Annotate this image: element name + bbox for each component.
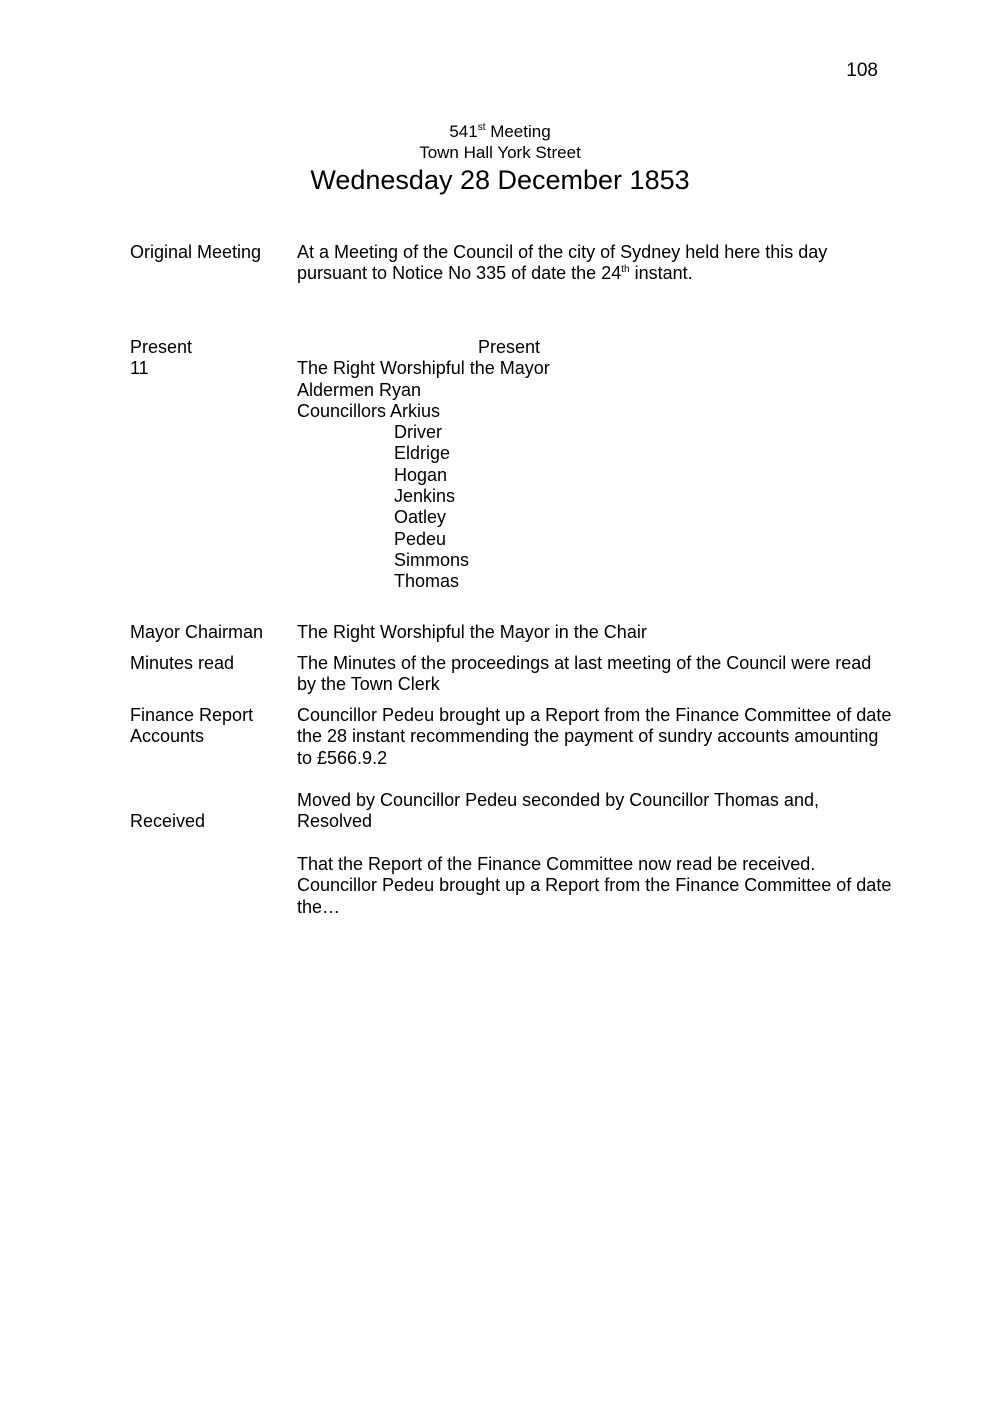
minutes-read-line2: by the Town Clerk <box>297 674 440 695</box>
present-count: 11 <box>130 358 149 379</box>
mayor-chairman-text: The Right Worshipful the Mayor in the Chair <box>297 622 647 642</box>
finance-report-line1: Councillor Pedeu brought up a Report from the Finance Committee of date <box>297 705 892 725</box>
minutes-read-line1: The Minutes of the proceedings at last meeting of the Council were read <box>297 653 872 673</box>
minutes-read-label: Minutes read <box>130 653 235 673</box>
councillor-name: Driver <box>394 422 442 443</box>
received-label: Received <box>130 811 206 832</box>
original-meeting-body <box>297 242 917 285</box>
original-meeting-line2-sup: th <box>621 264 630 276</box>
meeting-date: Wednesday 28 December 1853 <box>310 165 690 195</box>
finance-report-line3: to £566.9.2 <box>297 747 388 768</box>
attendee-aldermen: Aldermen Ryan <box>297 379 422 400</box>
original-meeting-line2 <box>297 263 917 284</box>
councillor-name: Pedeu <box>394 528 447 549</box>
present-title: Present <box>478 337 541 357</box>
meeting-number-line <box>0 121 1000 142</box>
resolution-line2: Councillor Pedeu brought up a Report from the Finance Committee of date <box>297 875 892 896</box>
councillor-name: Eldrige <box>394 443 451 464</box>
councillor-name: Simmons <box>394 549 470 570</box>
councillor-name: Oatley <box>394 507 447 528</box>
attendees-list <box>297 358 917 592</box>
attendee-councillors-first: Councillors Arkius <box>297 400 441 421</box>
received-body <box>297 790 917 833</box>
original-meeting-line2-pre: pursuant to Notice No 335 of date the 24 <box>297 263 622 284</box>
present-label-block <box>130 337 290 380</box>
moved-line: Moved by Councillor Pedeu seconded by Councillor Thomas and, <box>297 790 819 810</box>
councillor-name: Hogan <box>394 464 448 485</box>
meeting-header <box>0 121 1000 197</box>
resolution-line1: That the Report of the Finance Committee now read be received. <box>297 854 816 874</box>
attendee-mayor: The Right Worshipful the Mayor <box>297 358 550 379</box>
finance-report-label-block <box>130 705 290 748</box>
meeting-number-suffix: st <box>477 122 486 133</box>
resolved-line: Resolved <box>297 811 373 832</box>
original-meeting-label: Original Meeting <box>130 242 262 262</box>
councillor-name: Jenkins <box>394 486 456 507</box>
mayor-chairman-label: Mayor Chairman <box>130 622 264 642</box>
finance-report-line2: the 28 instant recommending the payment of sundry accounts amounting <box>297 726 879 747</box>
page-number: 108 <box>846 60 878 81</box>
meeting-number: 541 <box>449 122 478 141</box>
original-meeting-line1: At a Meeting of the Council of the city of Sydney held here this day <box>297 242 828 262</box>
original-meeting-line2-post: instant. <box>629 263 693 284</box>
accounts-label: Accounts <box>130 726 205 747</box>
meeting-word: Meeting <box>485 122 551 141</box>
councillor-name: Thomas <box>394 571 460 592</box>
finance-report-label: Finance Report <box>130 705 254 725</box>
minutes-read-body <box>297 653 917 696</box>
resolution-body <box>297 854 917 918</box>
finance-report-body <box>297 705 917 769</box>
meeting-venue: Town Hall York Street <box>419 143 581 162</box>
present-label: Present <box>130 337 193 357</box>
resolution-line3: the… <box>297 896 341 917</box>
